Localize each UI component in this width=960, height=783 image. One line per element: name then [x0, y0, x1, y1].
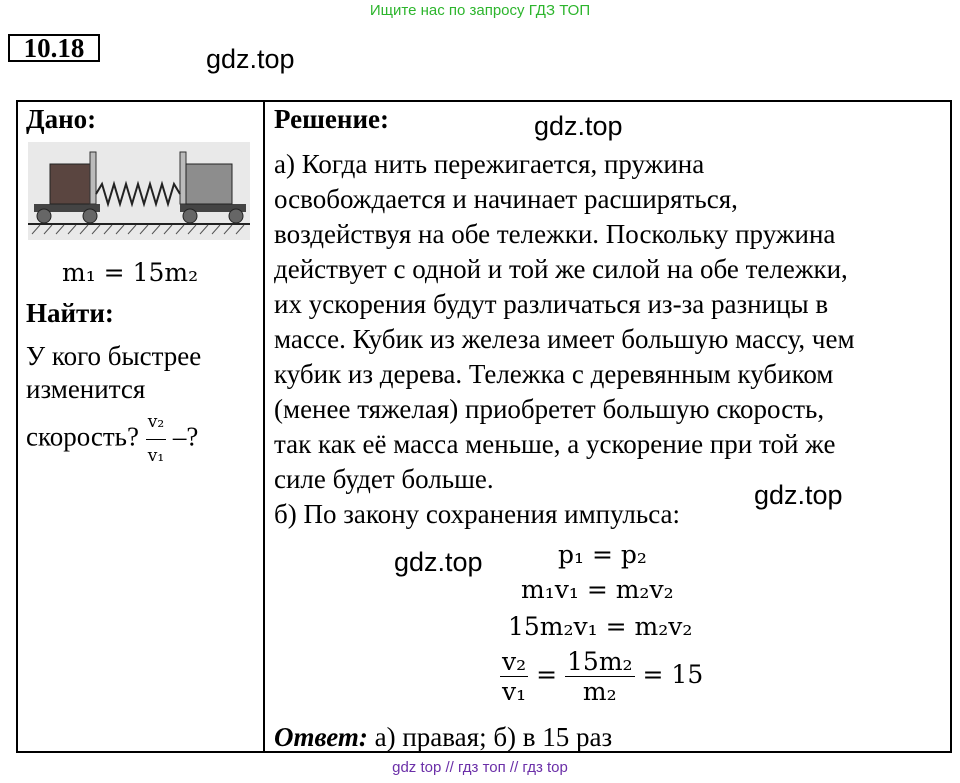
- solution-line: массе. Кубик из железа имеет большую массу, чем: [274, 324, 855, 354]
- ratio-suffix: –?: [172, 421, 199, 452]
- watermark: gdz.top: [394, 547, 483, 577]
- given-formula: m₁ = 15m₂: [62, 258, 199, 287]
- solution-line: их ускорения будут различаться из-за разницы в: [274, 289, 829, 319]
- solution-line: (менее тяжелая) приобретет большую скорость,: [274, 394, 825, 424]
- carts-spring-illustration: [28, 142, 250, 240]
- top-banner: Ищите нас по запросу ГДЗ ТОП: [369, 2, 591, 19]
- footer-watermark: gdz top // гдз топ // гдз top: [392, 759, 568, 776]
- left-cart-wheel: [83, 209, 97, 223]
- solution-header: Решение:: [274, 104, 389, 134]
- find-header: Найти:: [26, 298, 114, 328]
- fraction-denominator: m₂: [582, 677, 617, 706]
- iron-block: [50, 164, 90, 204]
- solution-text: [274, 147, 855, 532]
- given-header: Дано:: [26, 104, 97, 134]
- question-text: [26, 340, 201, 473]
- problem-number: 10.18: [8, 34, 100, 62]
- solution-line: кубик из дерева. Тележка с деревянным кубиком: [274, 359, 834, 389]
- answer: [274, 722, 612, 753]
- fraction-numerator: v₂: [502, 647, 527, 676]
- solution-line: действует с одной и той же силой на обе тележки,: [274, 254, 848, 284]
- left-cart-post: [90, 152, 96, 204]
- solution-line: а) Когда нить пережигается, пружина: [274, 149, 705, 179]
- question-line: У кого быстрее: [26, 341, 202, 371]
- ratio-fraction: [500, 647, 528, 706]
- question-line: изменится: [26, 374, 146, 404]
- question-line: скорость?: [26, 421, 139, 452]
- ratio-numerator: v₂: [146, 406, 166, 440]
- left-cart-wheel: [37, 209, 51, 223]
- question-last-line: [26, 406, 201, 473]
- solution-line: б) По закону сохранения импульса:: [274, 499, 681, 529]
- equation-momentum-expanded: m₁v₁ = m₂v₂: [521, 575, 674, 604]
- equals-sign: =: [536, 660, 558, 689]
- solution-line: освобождается и начинает расширяться,: [274, 184, 738, 214]
- fraction-denominator: v₁: [502, 677, 527, 706]
- equation-momentum-equality: p₁ = p₂: [558, 540, 647, 569]
- watermark: gdz.top: [206, 44, 295, 74]
- solution-line: воздействуя на обе тележки. Поскольку пружина: [274, 219, 836, 249]
- right-cart-wheel: [183, 209, 197, 223]
- velocity-ratio: [146, 406, 166, 473]
- right-cart-post: [180, 152, 186, 204]
- wooden-block: [186, 164, 232, 204]
- watermark: gdz.top: [534, 111, 623, 141]
- answer-label: Ответ:: [274, 722, 368, 752]
- right-cart-wheel: [229, 209, 243, 223]
- mass-fraction: [565, 647, 635, 706]
- ratio-denominator: v₁: [147, 446, 165, 466]
- answer-text: а) правая; б) в 15 раз: [374, 722, 613, 752]
- equation-substituted: 15m₂v₁ = m₂v₂: [508, 612, 693, 641]
- column-divider: [263, 100, 265, 753]
- solution-line: так как её масса меньше, а ускорение при той же: [274, 429, 836, 459]
- solution-line: силе будет больше.: [274, 464, 494, 494]
- fraction-numerator: 15m₂: [567, 647, 633, 676]
- equation-ratio: [500, 647, 703, 706]
- watermark: gdz.top: [754, 480, 843, 510]
- ratio-result: = 15: [642, 660, 704, 689]
